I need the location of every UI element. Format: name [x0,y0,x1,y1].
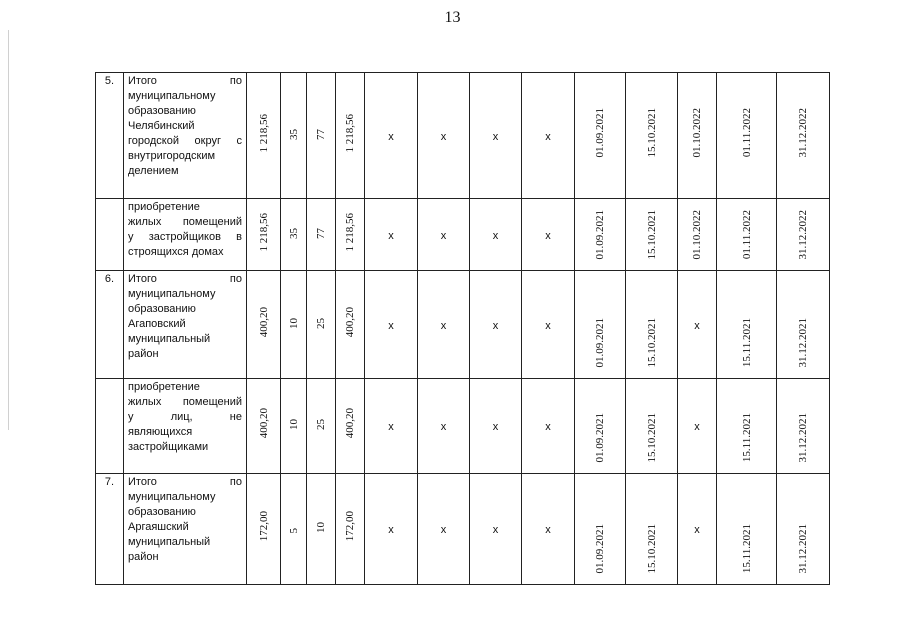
mark-cell [470,379,522,474]
description-line: муниципальному [128,90,216,102]
row-number-cell [96,474,124,585]
description-line: Итого по [128,75,242,87]
not-applicable-mark: x [694,421,700,433]
mark-cell [418,199,470,271]
count-value: 35 [287,128,300,140]
page-number: 13 [444,9,461,26]
description-line: Агаповский [128,318,186,330]
date-value: 01.09.2021 [594,209,606,259]
date-cell [717,474,777,585]
not-applicable-mark: x [440,130,447,143]
description-line: муниципальный [128,333,211,345]
description-line: Аргаяшский [128,521,189,533]
date-cell [626,379,678,474]
area-cell [247,379,281,474]
mark-cell [470,271,522,379]
count-value: 35 [287,227,300,239]
row-number: 6. [104,273,115,285]
table-row [96,474,830,585]
date-cell [626,199,678,271]
mark-cell [365,73,418,199]
not-applicable-mark: x [492,524,499,536]
count-value: 77 [315,227,327,239]
table-row [96,379,830,474]
mark-cell [522,199,575,271]
mark-cell [418,73,470,199]
table-row [96,73,830,199]
mark-cell [418,474,470,585]
margin-rule [8,30,9,430]
count-cell [281,73,307,199]
count-cell [307,379,336,474]
description-line: образованию [128,105,196,117]
area-cell [336,379,365,474]
date-cell [777,73,830,199]
date-value: 15.11.2021 [740,317,753,367]
not-applicable-mark: x [545,319,551,332]
description-line: муниципальному [128,288,216,300]
area-cell [336,199,365,271]
description-line: строящихся домах [128,246,224,258]
date-value: 01.09.2021 [594,523,606,573]
description-cell [124,474,247,585]
count-cell [281,379,307,474]
mark-cell [418,379,470,474]
not-applicable-mark: x [545,421,551,433]
mark-cell [365,474,418,585]
date-cell [575,199,626,271]
mark-cell [522,474,575,585]
area-cell [336,73,365,199]
description-line: район [128,348,159,360]
area-value: 400,20 [257,306,270,338]
area-value: 1 218,56 [344,212,356,252]
date-value: 15.10.2021 [645,523,658,573]
not-applicable-mark: x [492,421,499,433]
count-cell [307,199,336,271]
mark-cell [418,271,470,379]
not-applicable-mark: x [492,130,499,143]
date-cell [678,271,717,379]
area-value: 400,20 [257,408,270,439]
date-cell [678,73,717,199]
date-value: 15.11.2021 [740,523,753,573]
not-applicable-mark: x [388,130,394,143]
date-value: 01.10.2022 [691,209,703,259]
description-line: городской округ с [128,135,242,147]
count-cell [281,271,307,379]
area-cell [336,474,365,585]
date-value: 31.12.2021 [797,317,809,367]
date-cell [626,271,678,379]
date-value: 15.10.2021 [645,209,658,259]
not-applicable-mark: x [440,524,447,536]
date-value: 31.12.2022 [797,209,809,259]
description-line: у лиц, не [128,411,242,423]
date-cell [575,271,626,379]
area-value: 1 218,56 [344,113,356,153]
row-number-cell [96,199,124,271]
date-value: 15.11.2021 [740,412,753,462]
area-cell [247,474,281,585]
count-value: 25 [315,317,327,329]
count-cell [307,271,336,379]
mark-cell [365,199,418,271]
row-number-cell [96,271,124,379]
mark-cell [470,199,522,271]
count-value: 25 [315,419,327,430]
description-line: Челябинский [128,120,195,132]
description-line: приобретение [128,201,200,213]
not-applicable-mark: x [545,229,551,242]
description-line: Итого по [128,476,242,488]
count-value: 10 [287,419,300,430]
date-cell [575,474,626,585]
mark-cell [522,271,575,379]
area-value: 172,00 [257,511,270,542]
count-value: 5 [287,527,300,533]
date-cell [717,73,777,199]
description-line: район [128,551,159,563]
area-cell [336,271,365,379]
table-row [96,271,830,379]
date-value: 01.11.2022 [740,108,753,158]
date-cell [777,379,830,474]
area-value: 400,20 [344,408,356,439]
date-cell [626,73,678,199]
date-value: 01.09.2021 [594,108,606,158]
date-cell [717,379,777,474]
not-applicable-mark: x [440,229,447,242]
date-value: 15.10.2021 [645,412,658,462]
not-applicable-mark: x [492,229,499,242]
description-line: муниципальному [128,491,216,503]
description-line: образованию [128,303,196,315]
mark-cell [522,73,575,199]
row-number: 7. [104,476,115,488]
not-applicable-mark: x [545,130,551,143]
mark-cell [365,379,418,474]
date-cell [777,199,830,271]
row-number-cell [96,73,124,199]
date-cell [777,271,830,379]
mark-cell [365,271,418,379]
description-line: внутригородским [128,150,216,162]
date-value: 31.12.2022 [797,108,809,158]
description-line: муниципальный [128,536,211,548]
count-cell [307,73,336,199]
data-table [95,72,830,585]
date-value: 01.11.2022 [740,209,753,259]
area-value: 1 218,56 [257,212,270,252]
description-line: приобретение [128,381,200,393]
date-cell [678,474,717,585]
mark-cell [470,73,522,199]
date-value: 15.10.2021 [645,108,658,158]
date-cell [575,379,626,474]
description-line: образованию [128,506,196,518]
area-cell [247,73,281,199]
table-body [96,73,830,585]
description-line: застройщиками [128,441,209,453]
not-applicable-mark: x [440,319,447,332]
description-cell [124,73,247,199]
description-cell [124,271,247,379]
count-cell [281,474,307,585]
description-line: жилых помещений [128,216,242,228]
not-applicable-mark: x [694,524,700,536]
date-value: 01.10.2022 [691,108,703,158]
date-cell [717,271,777,379]
date-cell [626,474,678,585]
not-applicable-mark: x [388,421,394,433]
not-applicable-mark: x [440,421,447,433]
row-number: 5. [104,75,115,87]
description-line: жилых помещений [128,396,242,408]
area-cell [247,271,281,379]
not-applicable-mark: x [388,524,394,536]
count-value: 10 [287,317,300,329]
table-row [96,199,830,271]
date-cell [777,474,830,585]
date-value: 31.12.2021 [797,412,809,462]
area-value: 400,20 [344,306,356,338]
mark-cell [522,379,575,474]
count-value: 10 [315,522,327,533]
description-line: делением [128,165,179,177]
date-value: 15.10.2021 [645,317,658,367]
area-value: 172,00 [344,511,356,542]
description-line: у застройщиков в [128,231,242,243]
date-value: 31.12.2021 [797,523,809,573]
not-applicable-mark: x [694,319,700,332]
date-cell [678,199,717,271]
count-value: 77 [315,128,327,140]
count-cell [307,474,336,585]
not-applicable-mark: x [388,319,394,332]
not-applicable-mark: x [492,319,499,332]
date-cell [717,199,777,271]
description-cell [124,199,247,271]
row-number-cell [96,379,124,474]
area-value: 1 218,56 [257,113,270,153]
count-cell [281,199,307,271]
description-line: являющихся [128,426,193,438]
not-applicable-mark: x [388,229,394,242]
description-line: Итого по [128,273,242,285]
description-cell [124,379,247,474]
not-applicable-mark: x [545,524,551,536]
date-value: 01.09.2021 [594,412,606,462]
mark-cell [470,474,522,585]
date-value: 01.09.2021 [594,317,606,367]
area-cell [247,199,281,271]
date-cell [575,73,626,199]
date-cell [678,379,717,474]
